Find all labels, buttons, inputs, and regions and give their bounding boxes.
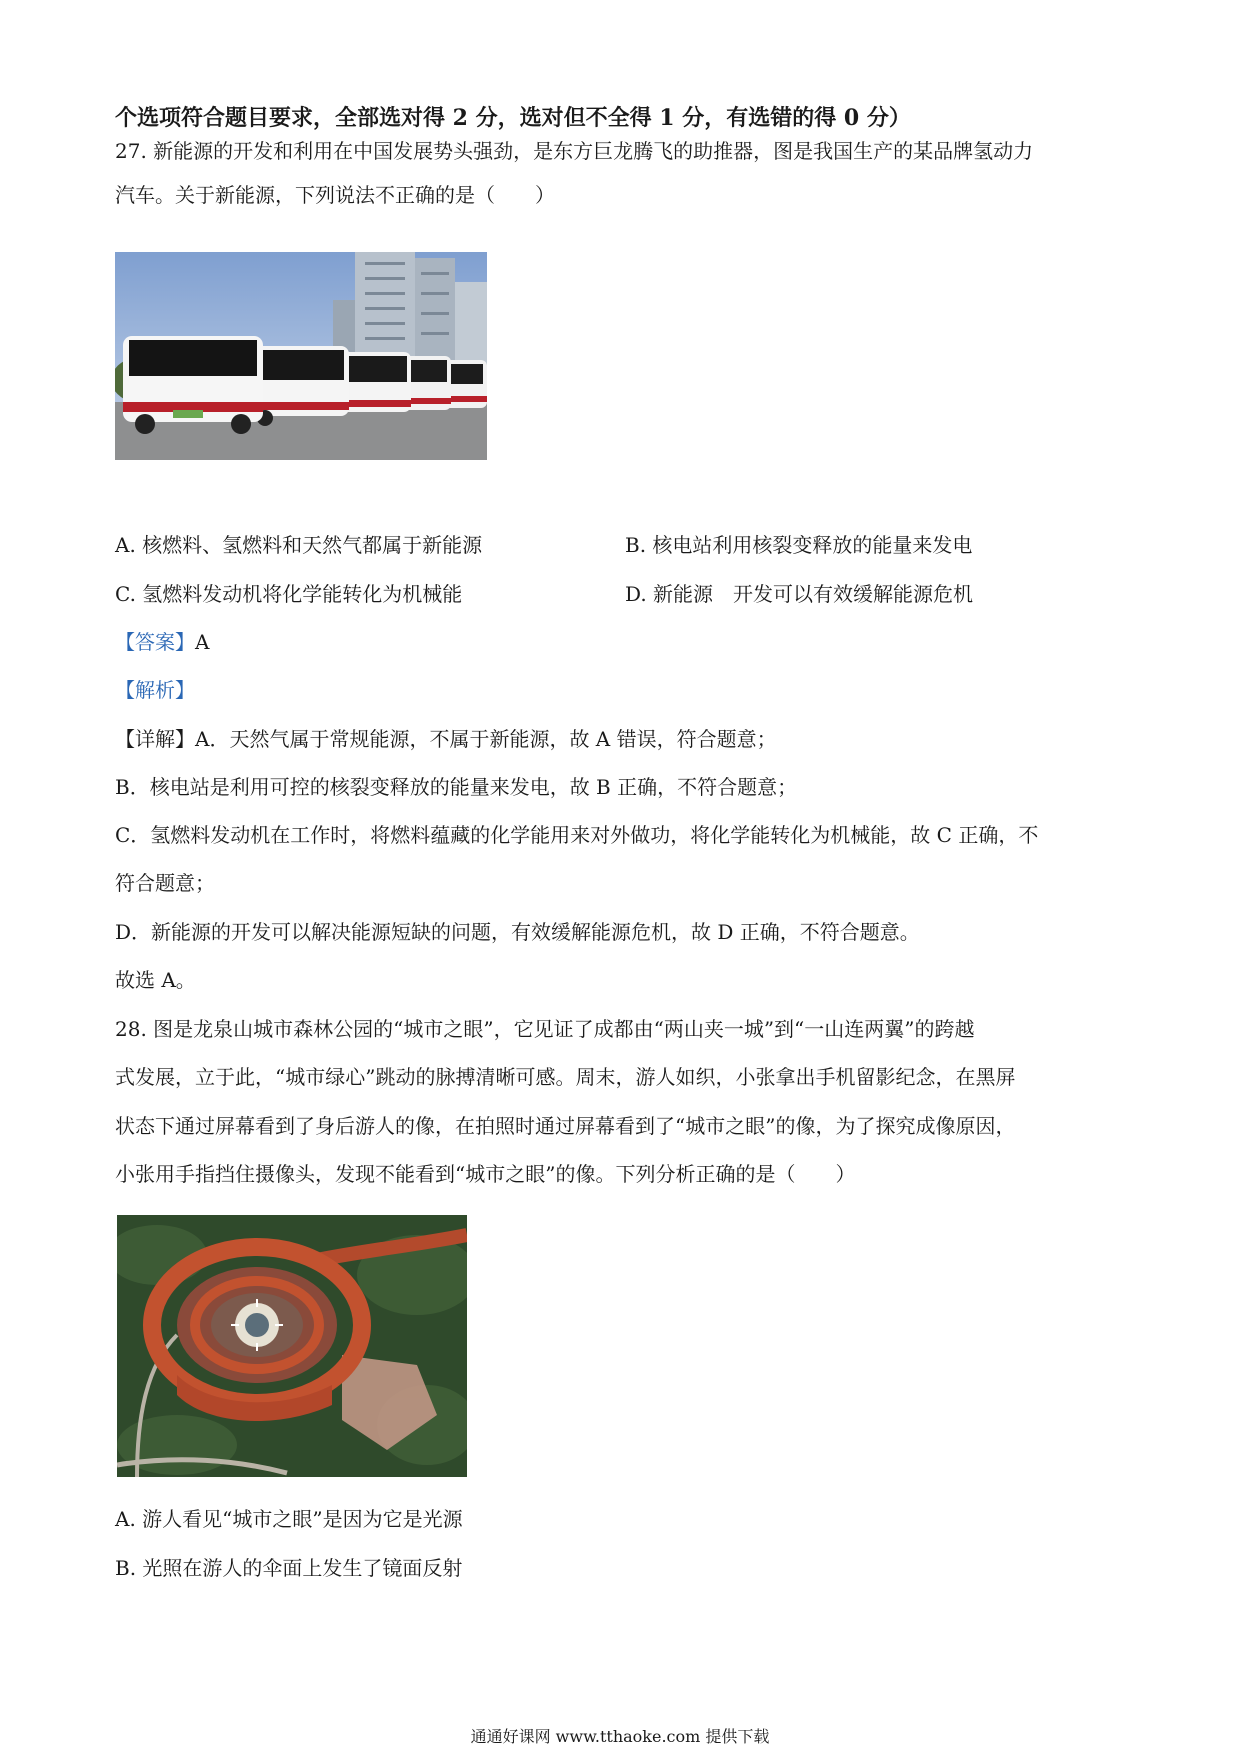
q28-stem-line-4: 小张用手指挡住摄像头，发现不能看到“城市之眼”的像。下列分析正确的是（ ）	[115, 1162, 856, 1186]
q27-detail-line-3: C．氢燃料发动机在工作时，将燃料蕴藏的化学能用来对外做功，将化学能转化为机械能，故 C 正确，不	[115, 823, 1039, 847]
q28-option-b: B. 光照在游人的伞面上发生了镜面反射	[115, 1556, 463, 1580]
q27-detail-line-1	[115, 725, 777, 753]
q27-detail-line-2: B．核电站是利用可控的核裂变释放的能量来发电，故 B 正确，不符合题意；	[115, 775, 798, 799]
answer-tag: 【答案】	[115, 630, 195, 654]
hydrogen-bus-photo	[115, 252, 487, 460]
q28-stem-line-1: 28. 图是龙泉山城市森林公园的“城市之眼”，它见证了成都由“两山夹一城”到“一山连两翼”的跨越	[115, 1017, 975, 1041]
detail-text-1: A．天然气属于常规能源，不属于新能源，故 A 错误，符合题意；	[195, 727, 777, 751]
q27-option-d: D. 新能源 开发可以有效缓解能源危机	[625, 582, 974, 606]
city-eye-photo	[117, 1215, 467, 1477]
q27-detail-line-4: 符合题意；	[115, 871, 215, 895]
q27-conclusion: 故选 A。	[115, 968, 196, 992]
q27-stem-line-2: 汽车。关于新能源，下列说法不正确的是（ ）	[115, 183, 555, 207]
detail-tag: 【详解】	[115, 727, 195, 751]
q27-analysis-heading	[115, 676, 195, 704]
q27-stem-line-1: 27. 新能源的开发和利用在中国发展势头强劲，是东方巨龙腾飞的助推器，图是我国生产的某品牌氢动力	[115, 139, 1034, 163]
q27-option-c: C. 氢燃料发动机将化学能转化为机械能	[115, 582, 463, 606]
q27-option-b: B. 核电站利用核裂变释放的能量来发电	[625, 533, 973, 557]
hydrogen-bus-image	[115, 252, 487, 460]
page-footer: 通通好课网 www.tthaoke.com 提供下载	[470, 1727, 770, 1746]
q28-stem-line-3: 状态下通过屏幕看到了身后游人的像，在拍照时通过屏幕看到了“城市之眼”的像，为了探究成像原因，	[115, 1114, 1016, 1138]
answer-value: A	[195, 630, 210, 654]
city-eye-image	[117, 1215, 467, 1477]
q27-option-a: A. 核燃料、氢燃料和天然气都属于新能源	[115, 533, 483, 557]
q28-option-a: A. 游人看见“城市之眼”是因为它是光源	[115, 1507, 463, 1531]
section-instruction: 个选项符合题目要求，全部选对得 2 分，选对但不全得 1 分，有选错的得 0 分）	[115, 105, 911, 131]
q28-stem-line-2: 式发展，立于此，“城市绿心”跳动的脉搏清晰可感。周末，游人如织，小张拿出手机留影纪念，在黑屏	[115, 1065, 1016, 1089]
q27-answer	[115, 628, 209, 656]
analysis-tag: 【解析】	[115, 678, 195, 702]
q27-detail-line-5: D．新能源的开发可以解决能源短缺的问题，有效缓解能源危机，故 D 正确，不符合题意。	[115, 920, 920, 944]
